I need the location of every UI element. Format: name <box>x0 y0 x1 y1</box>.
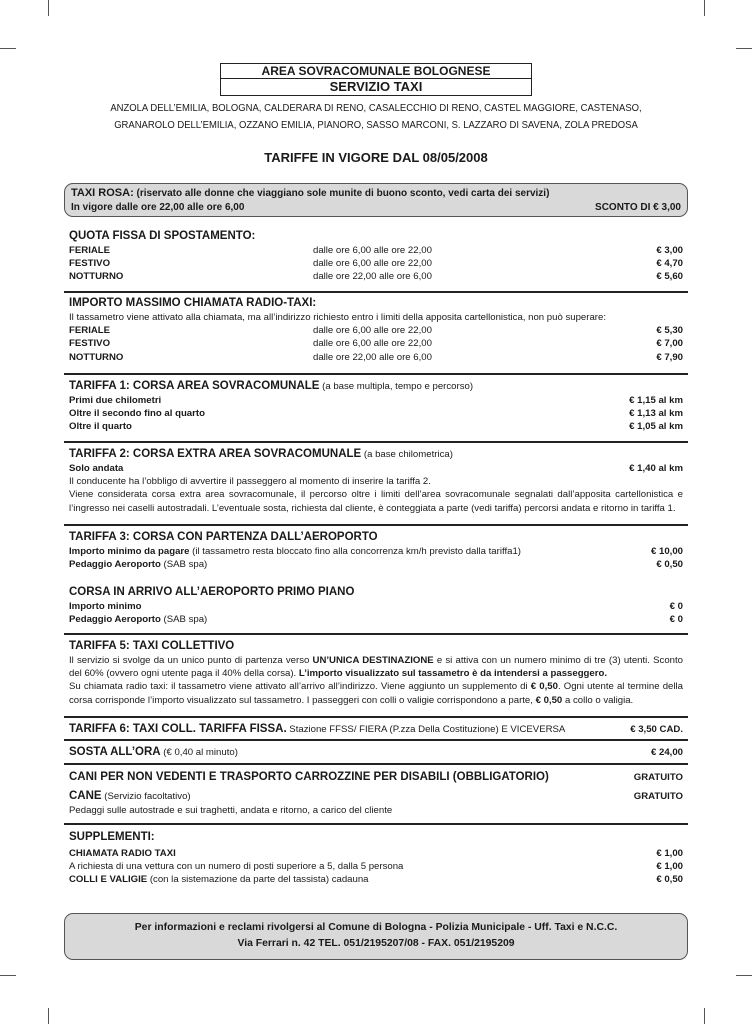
taxi-rosa-discount: SCONTO DI € 3,00 <box>595 202 681 213</box>
section-note: (a base chilometrica) <box>361 449 453 460</box>
row-note: (con la sistemazione da parte del tassista) cadauna <box>147 874 369 886</box>
crop-mark <box>0 975 16 976</box>
row-label: Importo minimo da pagare <box>69 546 190 557</box>
section-arrivo-aeroporto <box>69 585 683 626</box>
section-tariffa-3 <box>69 530 683 571</box>
cane-note: (Servizio facoltativo) <box>101 791 191 802</box>
tariffa-5-para-1: Il servizio si svolge da un unico punto di partenza verso UN’UNICA DESTINAZIONE e si attiva con un numero minimo di tre (3) utenti. Sconto del 60% (ovvero ogni utente paga il 40% della corsa). L’importo visualizzato sul tassametro è da intendersi a passeggero. <box>69 655 684 680</box>
taxi-rosa-label: TAXI ROSA: <box>71 187 134 199</box>
row-label: Importo minimo <box>69 601 142 612</box>
divider <box>64 739 688 741</box>
section-title: CORSA IN ARRIVO ALL’AEROPORTO PRIMO PIANO <box>69 586 355 598</box>
row-price: € 4,70 <box>656 258 683 270</box>
taxi-rosa-box <box>64 183 688 217</box>
section-title: TARIFFA 3: CORSA CON PARTENZA DALL’AEROPORTO <box>69 531 378 543</box>
crop-mark <box>736 48 752 49</box>
section-note: (€ 0,40 al minuto) <box>160 747 238 758</box>
crop-mark <box>704 1008 705 1024</box>
cane-title: CANE <box>69 790 102 802</box>
towns-line-2: GRANAROLO DELL’EMILIA, OZZANO EMILIA, PIANORO, SASSO MARCONI, S. LAZZARO DI SAVENA, ZOLA PREDOSA <box>114 120 638 131</box>
row-label: A richiesta di una vettura con un numero di posti superiore a 5, dalla 5 persona <box>69 861 404 873</box>
section-title: SOSTA ALL’ORA <box>69 746 161 758</box>
divider <box>64 716 688 718</box>
section-tariffa-5 <box>69 639 683 707</box>
section-title: TARIFFA 6: TAXI COLL. TARIFFA FISSA. <box>69 723 287 735</box>
row-label: Primi due chilometri <box>69 395 162 406</box>
row-price: € 5,60 <box>656 271 683 283</box>
row-price: € 1,15 al km <box>629 395 683 406</box>
row-label: CHIAMATA RADIO TAXI <box>69 848 176 859</box>
section-tariffa-1 <box>69 379 683 434</box>
row-label: COLLI E VALIGIE <box>69 874 148 886</box>
divider <box>64 524 688 526</box>
row-price: GRATUITO <box>633 772 683 783</box>
taxi-rosa-desc: (riservato alle donne che viaggiano sole munite di buono sconto, vedi carta dei servizi) <box>133 188 550 199</box>
section-supplementi <box>69 830 683 887</box>
page-title: TARIFFE IN VIGORE DAL 08/05/2008 <box>264 150 488 165</box>
crop-mark <box>704 0 705 16</box>
row-price: € 0,50 <box>656 874 683 886</box>
row-label: Pedaggio Aeroporto <box>69 559 161 571</box>
section-quota-fissa <box>69 229 683 284</box>
row-price: € 1,00 <box>656 861 683 873</box>
towns-line-1: ANZOLA DELL’EMILIA, BOLOGNA, CALDERARA DI RENO, CASALECCHIO DI RENO, CASTEL MAGGIORE, CASTENASO, <box>110 103 642 114</box>
row-price: € 1,40 al km <box>629 463 683 474</box>
section-cani <box>69 770 683 817</box>
row-note: (il tassametro resta bloccato fino alla concorrenza km/h previsto dalla tariffa1) <box>189 546 521 557</box>
section-title: TARIFFA 5: TAXI COLLETTIVO <box>69 640 235 652</box>
tariffa-5-para-2: Su chiamata radio taxi: il tassametro viene attivato all’arrivo all’indirizzo. Viene aggiunto un supplemento di € 0,50. Ogni utente al termine della corsa corrisponde l’importo visualizzato sul tassametro. I passeggeri con colli o valigie corrispondono a parte, € 0,50 a collo o valigia. <box>69 681 683 706</box>
section-sosta <box>69 745 683 760</box>
row-price: € 10,00 <box>650 546 683 557</box>
row-hours: dalle ore 6,00 alle ore 22,00 <box>313 325 432 337</box>
tariffa-2-text-1: Il conducente ha l’obbligo di avvertire il passeggero al momento di inserire la tariffa 2. <box>69 476 431 488</box>
footer-line-2: Via Ferrari n. 42 TEL. 051/2195207/08 - FAX. 051/2195209 <box>237 938 515 949</box>
row-label: Oltre il secondo fino al quarto <box>69 408 205 420</box>
taxi-rosa-hours: In vigore dalle ore 22,00 alle ore 6,00 <box>71 202 245 213</box>
footer-info-box <box>64 913 688 960</box>
divider <box>64 441 688 443</box>
row-label: FERIALE <box>69 245 111 256</box>
row-price: € 0 <box>669 614 683 626</box>
row-note: (SAB spa) <box>160 559 208 571</box>
section-tariffa-6 <box>69 722 683 737</box>
row-label: Solo andata <box>69 463 124 474</box>
row-label: Pedaggio Aeroporto <box>69 614 161 626</box>
section-title: CANI PER NON VEDENTI E TRASPORTO CARROZZINE PER DISABILI (OBBLIGATORIO) <box>69 771 549 783</box>
divider <box>64 763 688 765</box>
crop-mark <box>0 48 16 49</box>
header-area: AREA SOVRACOMUNALE BOLOGNESE <box>221 64 531 79</box>
divider <box>64 633 688 635</box>
row-price: € 24,00 <box>650 747 683 758</box>
crop-mark <box>48 1008 49 1024</box>
footer-line-1: Per informazioni e reclami rivolgersi al Comune di Bologna - Polizia Municipale - Uff. Taxi e N.C.C. <box>134 922 618 933</box>
cane-price: GRATUITO <box>633 791 683 802</box>
divider <box>64 291 688 293</box>
row-label: NOTTURNO <box>69 271 124 283</box>
row-hours: dalle ore 22,00 alle ore 6,00 <box>313 351 432 363</box>
row-note: (SAB spa) <box>160 614 208 626</box>
crop-mark <box>48 0 49 16</box>
header-box <box>220 63 532 96</box>
section-title: SUPPLEMENTI: <box>69 831 155 843</box>
row-label: FERIALE <box>69 325 111 337</box>
section-importo-massimo <box>69 296 683 364</box>
row-price: € 3,00 <box>656 245 683 256</box>
row-price: € 1,05 al km <box>629 421 683 433</box>
section-desc: Il tassametro viene attivato alla chiamata, ma all’indirizzo richiesto entro i limiti della apposita cartellonistica, non può superare: <box>69 312 606 323</box>
section-title: TARIFFA 2: CORSA EXTRA AREA SOVRACOMUNALE <box>69 448 362 460</box>
crop-mark <box>736 975 752 976</box>
pedaggi-note: Pedaggi sulle autostrade e sui traghetti, andata e ritorno, a carico del cliente <box>69 805 393 816</box>
row-price: € 0 <box>669 601 683 612</box>
row-price: € 5,30 <box>656 325 683 337</box>
row-price: € 0,50 <box>656 559 683 571</box>
row-label: FESTIVO <box>69 258 111 270</box>
section-note: Stazione FFSS/ FIERA (P.zza Della Costituzione) E VICEVERSA <box>286 724 566 735</box>
row-price: € 1,00 <box>656 848 683 859</box>
row-label: NOTTURNO <box>69 351 124 363</box>
section-note: (a base multipla, tempo e percorso) <box>319 381 474 392</box>
row-hours: dalle ore 6,00 alle ore 22,00 <box>313 258 432 270</box>
section-tariffa-2 <box>69 447 683 515</box>
row-price: € 1,13 al km <box>629 408 683 420</box>
row-hours: dalle ore 6,00 alle ore 22,00 <box>313 338 432 350</box>
row-label: FESTIVO <box>69 338 111 350</box>
header-service: SERVIZIO TAXI <box>329 79 423 94</box>
row-hours: dalle ore 6,00 alle ore 22,00 <box>313 245 432 256</box>
row-price: € 7,00 <box>656 338 683 350</box>
section-title: IMPORTO MASSIMO CHIAMATA RADIO-TAXI: <box>69 297 317 309</box>
row-label: Oltre il quarto <box>69 421 132 433</box>
tariffa-2-text-2: Viene considerata corsa extra area sovracomunale, il percorso oltre i limiti dell’area sovracomunale segnalati dall’apposita cartellonistica e l’ingresso nei caselli autostradali. L’eventuale sosta, richiesta dal cliente, è conteggiata a parte (vedi tariffa) percorsi andata e ritorno in tariffa 1. <box>69 489 683 514</box>
section-title: QUOTA FISSA DI SPOSTAMENTO: <box>69 230 256 242</box>
divider <box>64 373 688 375</box>
divider <box>64 823 688 825</box>
row-price: € 3,50 CAD. <box>630 724 683 735</box>
section-title: TARIFFA 1: CORSA AREA SOVRACOMUNALE <box>69 380 320 392</box>
row-hours: dalle ore 22,00 alle ore 6,00 <box>313 271 432 283</box>
row-price: € 7,90 <box>656 351 683 363</box>
